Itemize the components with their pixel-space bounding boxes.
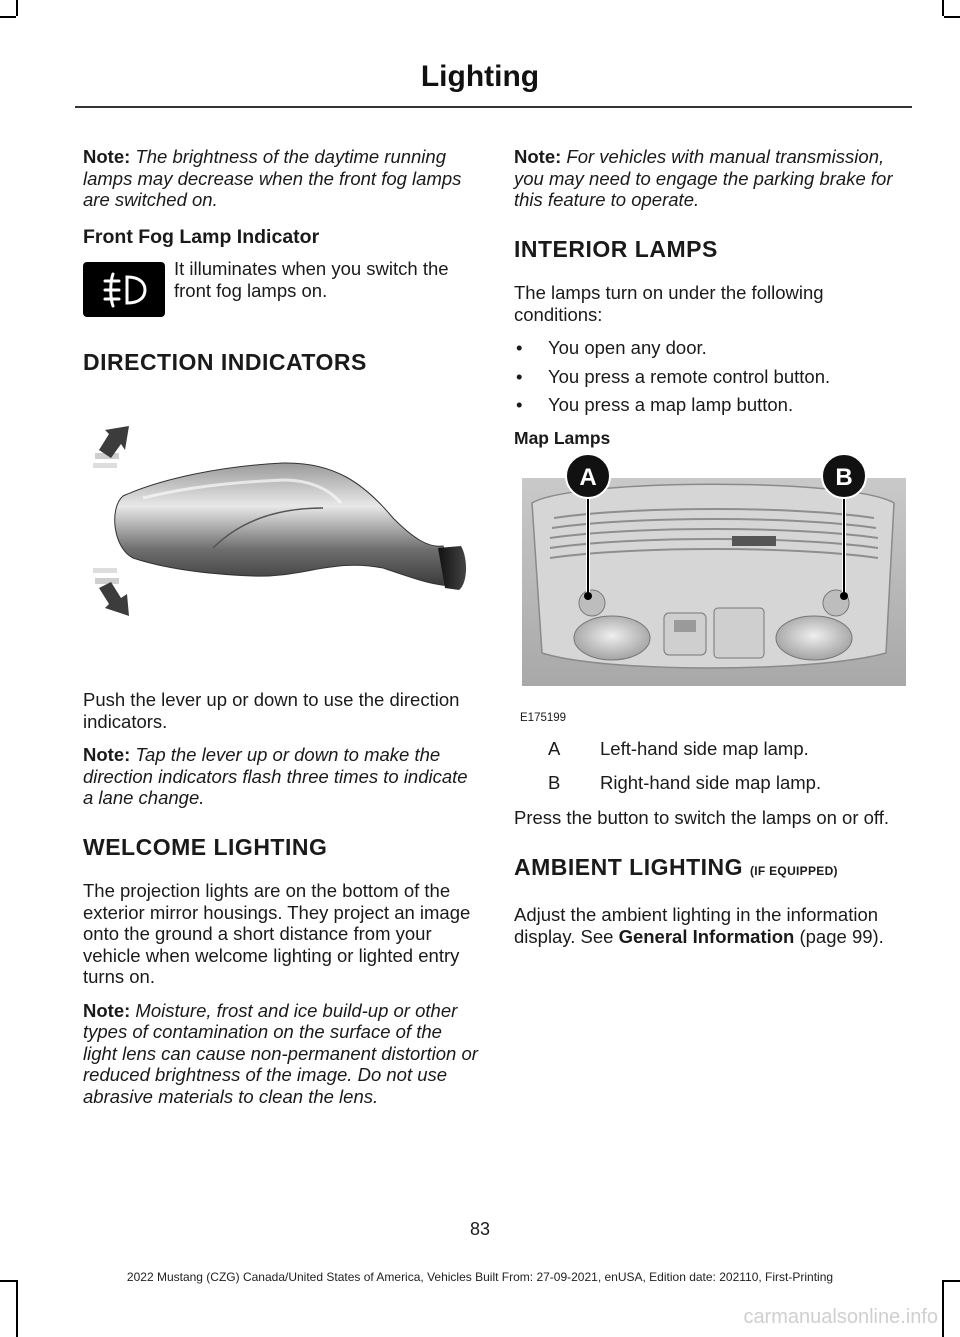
note-lens [83,1000,478,1108]
note-label: Note: [83,146,131,167]
direction-instruction: Push the lever up or down to use the direction indicators. [83,689,460,732]
map-lamps-heading: Map Lamps [514,427,611,448]
map-lamp-illustration [514,448,912,724]
note-text: Tap the lever up or down to make the direction indicators flash three times to indicate a lane change. [83,744,468,808]
interior-lamps-heading: INTERIOR LAMPS [514,235,718,262]
crop-mark [16,0,18,16]
crop-mark [16,1280,18,1337]
note-lane-change [83,744,478,809]
legend-text: Left-hand side map lamp. [600,738,809,759]
welcome-lighting-heading: WELCOME LIGHTING [83,833,328,860]
legend-row [514,772,912,794]
edition-line: 2022 Mustang (CZG) Canada/United States of America, Vehicles Built From: 27-09-2021, enUSA, Edition date: 202110, First-Printing [126,1270,834,1284]
note-daytime-lamps [83,146,478,211]
note-text: The brightness of the daytime running lamps may decrease when the front fog lamps are switched on. [83,146,462,210]
note-manual-transmission [514,146,912,211]
down-arrow-icon [93,568,129,616]
note-text: For vehicles with manual transmission, you may need to engage the parking brake for this feature to operate. [514,146,893,210]
figure-code: E175199 [520,712,567,724]
ambient-lighting-text: Adjust the ambient lighting in the information display. See General Information (page 99). [514,904,884,947]
crop-mark [0,16,16,18]
legend-row [514,738,912,760]
up-arrow-icon [93,426,129,468]
fog-lamp-heading: Front Fog Lamp Indicator [83,225,320,248]
right-column [514,146,912,459]
fog-lamp-indicator-row [83,258,478,324]
general-information-link[interactable]: General Information [618,925,795,947]
interior-conditions-list [514,337,912,416]
legend-key: B [548,771,561,793]
callout-b: B [835,464,853,491]
crop-mark [942,1280,944,1337]
list-item: • You open any door. [516,337,707,358]
note-label: Note: [83,999,131,1021]
watermark: carmanualsonline.info [743,1306,938,1328]
bullet-icon: • [516,365,523,387]
direction-indicators-heading: DIRECTION INDICATORS [83,349,367,375]
legend-key: A [548,738,561,759]
bullet-icon: • [516,394,523,415]
interior-intro: The lamps turn on under the following conditions: [514,282,824,325]
callout-a: A [579,464,597,491]
note-label: Note: [83,744,131,765]
list-item: • You press a remote control button. [516,365,831,387]
crop-mark [944,16,960,18]
turn-signal-lever-illustration [83,408,478,643]
front-fog-lamp-icon [83,262,165,317]
welcome-lighting-text: The projection lights are on the bottom of the exterior mirror housings. They project an image onto the ground a short distance from your vehicle when welcome lighting or lighted entry turns on. [83,880,471,987]
bullet-icon: • [516,337,523,358]
if-equipped-label: (IF EQUIPPED) [749,863,838,878]
page-title: Lighting [420,60,540,93]
header-divider [75,106,912,108]
fog-lamp-description: It illuminates when you switch the front fog lamps on. [174,258,449,301]
left-column-lower [83,689,478,1119]
page-number: 83 [469,1219,491,1239]
note-label: Note: [514,146,562,167]
legend-text: Right-hand side map lamp. [600,771,822,793]
ambient-lighting-heading: AMBIENT LIGHTING (IF EQUIPPED) [514,853,838,880]
crop-mark [942,0,944,16]
list-item: • You press a map lamp button. [516,394,794,415]
note-text: Moisture, frost and ice build-up or other types of contamination on the surface of the light lens can cause non-permanent distortion or reduced brightness of the image. Do not use abrasive materials to clean the lens. [83,999,478,1107]
left-column [83,146,478,396]
right-column-lower [514,716,912,959]
map-lamp-legend [514,738,912,793]
map-lamp-instruction: Press the button to switch the lamps on or off. [514,807,889,828]
